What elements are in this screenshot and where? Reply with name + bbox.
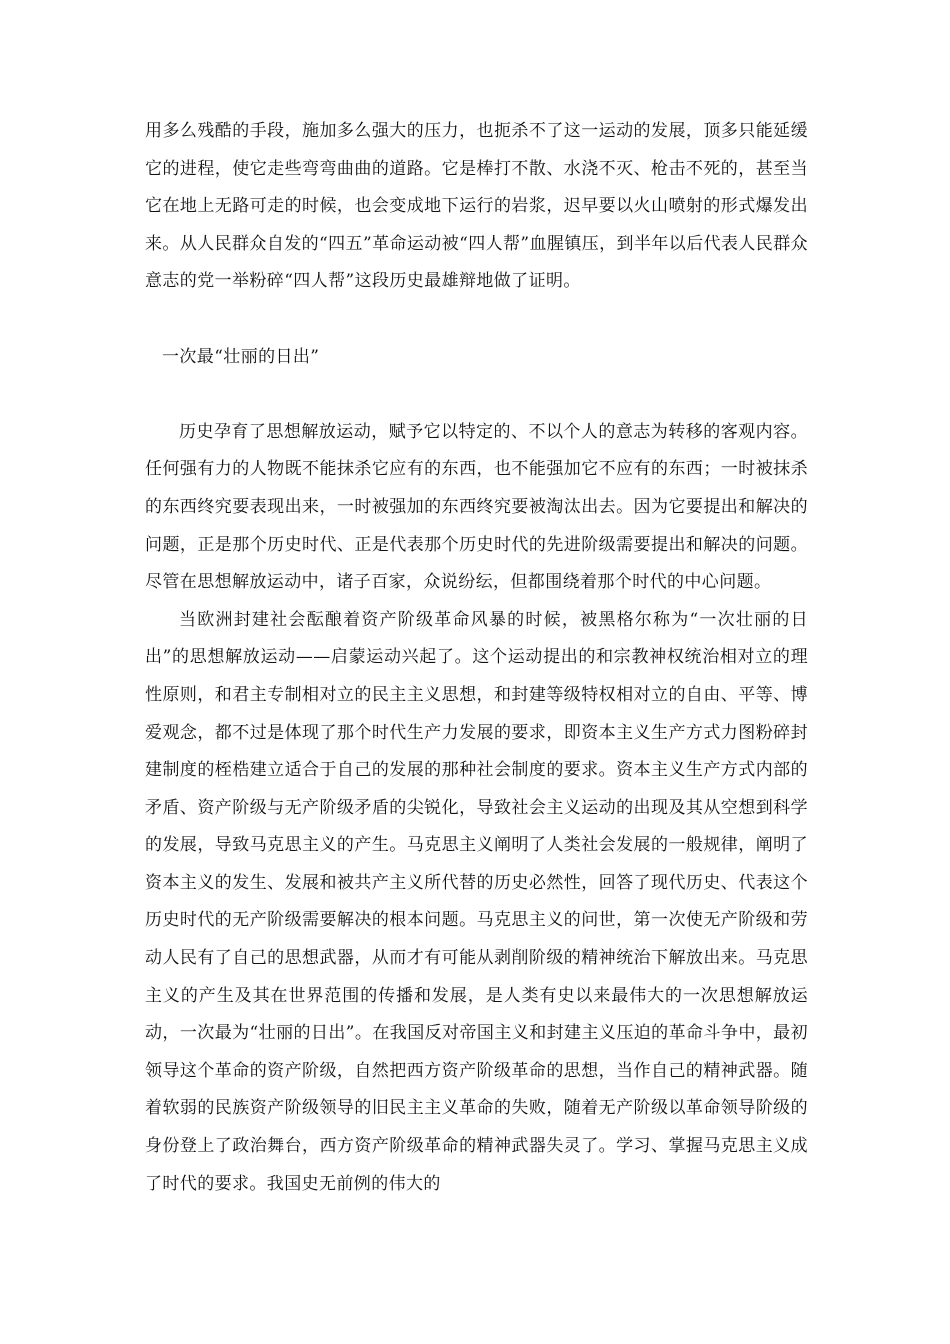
paragraph-continuation: 用多么残酷的手段，施加多么强大的压力，也扼杀不了这一运动的发展，顶多只能延缓它的进程，使它走些弯弯曲曲的道路。它是棒打不散、水浇不灭、枪击不死的，甚至当它在地上无路可走的时候，也会变成地下运行的岩浆，迟早要以火山喷射的形式爆发出来。从人民群众自发的“四五”革命运动被“四人帮”血腥镇压，到半年以后代表人民群众意志的党一举粉碎“四人帮”这段历史最雄辩地做了证明。 [145,121,808,292]
paragraph-gap [145,376,808,414]
paragraph-gap [145,301,808,339]
paragraph-history: 历史孕育了思想解放运动，赋予它以特定的、不以个人的意志为转移的客观内容。任何强有力的人物既不能抹杀它应有的东西，也不能强加它不应有的东西；一时被抹杀的东西终究要表现出来，一时被强加的东西终究要被淘汰出去。因为它要提出和解决的问题，正是那个历史时代、正是代表那个历史时代的先进阶级需要提出和解决的问题。尽管在思想解放运动中，诸子百家，众说纷纭，但都围绕着那个时代的中心问题。 [145,421,808,593]
section-heading: 一次最“壮丽的日出” [162,346,320,367]
paragraph-enlightenment: 当欧洲封建社会酝酿着资产阶级革命风暴的时候，被黑格尔称为“一次壮丽的日出”的思想解放运动——启蒙运动兴起了。这个运动提出的和宗教神权统治相对立的理性原则，和君主专制相对立的民主主义思想，和封建等级特权相对立的自由、平等、博爱观念，都不过是体现了那个时代生产力发展的要求，即资本主义生产方式力图粉碎封建制度的桎梏建立适合于自己的发展的那种社会制度的要求。资本主义生产方式内部的矛盾、资产阶级与无产阶级矛盾的尖锐化，导致社会主义运动的出现及其从空想到科学的发展，导致马克思主义的产生。马克思主义阐明了人类社会发展的一般规律，阐明了资本主义的发生、发展和被共产主义所代替的历史必然性，回答了现代历史、代表这个历史时代的无产阶级需要解决的根本问题。马克思主义的问世，第一次使无产阶级和劳动人民有了自己的思想武器，从而才有可能从剥削阶级的精神统治下解放出来。马克思主义的产生及其在世界范围的传播和发展，是人类有史以来最伟大的一次思想解放运动，一次最为“壮丽的日出”。在我国反对帝国主义和封建主义压迫的革命斗争中，最初领导这个革命的资产阶级，自然把西方资产阶级革命的思想，当作自己的精神武器。随着软弱的民族资产阶级领导的旧民主主义革命的失败，随着无产阶级以革命领导阶级的身份登上了政治舞台，西方资产阶级革命的精神武器失灵了。学习、掌握马克思主义成了时代的要求。我国史无前例的伟大的 [145,609,808,1194]
document-page [145,113,808,1203]
